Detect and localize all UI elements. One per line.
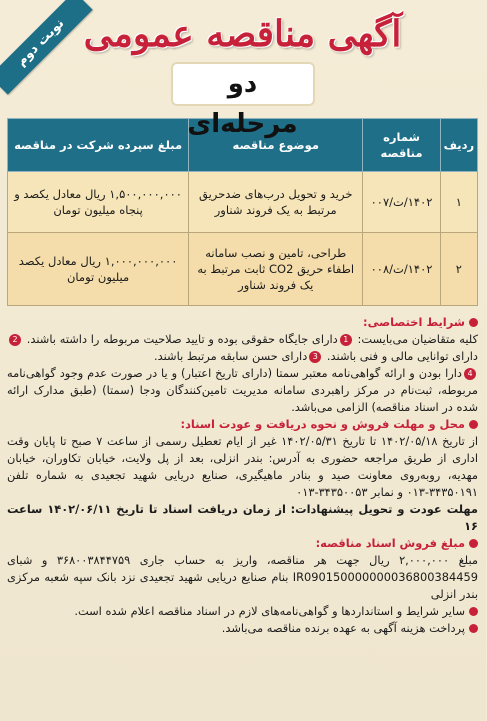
cell-mablagh: ۱,۰۰۰,۰۰۰,۰۰۰ ریال معادل یکصد میلیون تومان: [9, 233, 190, 306]
condition-3: دارای حسن سابقه مرتبط باشند.: [155, 349, 309, 363]
tender-table: [8, 118, 479, 306]
cell-shomare: ۱۴۰۲/ت/۰۰۸: [364, 233, 441, 306]
cell-radif: ۱: [441, 172, 478, 233]
conditions-intro: کلیه متقاضیان می‌بایست:: [358, 332, 479, 346]
cell-mablagh: ۱,۵۰۰,۰۰۰,۰۰۰ ریال معادل یکصد و پنجاه میلیون تومان: [9, 172, 190, 233]
cell-mozu: طراحی، تامین و نصب سامانه اطفاء حریق CO2 ثابت مرتبط به یک فروند شناور: [190, 233, 364, 306]
place-heading: [8, 416, 479, 433]
fee-paragraph: مبلغ ۲,۰۰۰,۰۰۰ ریال جهت هر مناقصه، واریز به حساب جاری ۳۶۸۰۰۳۸۴۴۷۵۹ و شبای IR090150000000036800384459 بنام صنایع دریایی شهید تجعیدی نزد بانک سپه شعبه مرکزی بندر انزلی: [8, 553, 479, 601]
cell-shomare: ۱۴۰۲/ت/۰۰۷: [364, 172, 441, 233]
cell-mozu: خرید و تحویل درب‌های ضدحریق مرتبط به یک فروند شناور: [190, 172, 364, 233]
conditions-title: شرایط اختصاصی:: [364, 315, 466, 329]
cell-radif: ۲: [441, 233, 478, 306]
other-paragraph: [8, 603, 479, 620]
header-mozu: موضوع مناقصه: [190, 119, 364, 172]
place-title: محل و مهلت فروش و نحوه دریافت و عودت اسناد:: [181, 417, 466, 431]
notice-subtitle: دو مرحله‌ای: [174, 64, 314, 104]
notice-title: آگهی مناقصه عمومی: [84, 13, 403, 55]
table-row: [9, 172, 479, 233]
deadline-paragraph: [8, 501, 479, 535]
number-2-icon: 2: [10, 334, 22, 346]
other-text: سایر شرایط و استانداردها و گواهی‌نامه‌های لازم در اسناد مناقصه اعلام شده است.: [75, 604, 466, 618]
place-paragraph: از تاریخ ۱۴۰۲/۰۵/۱۸ تا تاریخ ۱۴۰۲/۰۵/۳۱ غیر از ایام تعطیل رسمی از ساعت ۷ صبح تا پایان وقت اداری از طریق مراجعه حضوری به آدرس: بندر انزلی، بعد از پل ولایت، خیابان تکاوران، خیابان مهدیه، روبه‌روی معاونت صید و بنادر ماهیگیری، صنایع دریایی شهید تجعیدی به شماره تلفن ۳۴۳۵۰۱۹۱-۰۱۳ و نمابر ۳۴۳۵۰۰۵۳-۰۱۳: [8, 434, 479, 499]
conditions-heading: [8, 314, 479, 331]
fee-title: مبلغ فروش اسناد مناقصه:: [316, 536, 466, 550]
condition-4-paragraph: [8, 365, 479, 416]
conditions-paragraph: [8, 331, 479, 365]
table-row: [9, 233, 479, 306]
deadline-label: مهلت عودت و تحویل پیشنهادات:: [291, 502, 479, 516]
number-1-icon: 1: [341, 334, 353, 346]
fee-heading: [8, 535, 479, 552]
condition-1: دارای جایگاه حقوقی بوده و تایید صلاحیت مربوطه را داشته باشند.: [27, 332, 339, 346]
header-shomare: شماره مناقصه: [364, 119, 441, 172]
number-4-icon: 4: [465, 368, 477, 380]
bullet-icon: [470, 420, 479, 429]
condition-4: دارا بودن و ارائه گواهی‌نامه معتبر سمتا (دارای تاریخ اعتبار) و یا در صورت عدم وجود گواهی‌نامه مربوطه، ثبت‌نام در مرکز راهبردی سامانه مدیریت تامین‌کنندگان ودجا (سمتا) (طبق مدارک ارائه شده در اسناد مناقصه) الزامی می‌باشد.: [8, 366, 479, 414]
cost-paragraph: [8, 620, 479, 637]
bullet-icon: [470, 624, 479, 633]
number-3-icon: 3: [310, 351, 322, 363]
bullet-icon: [470, 607, 479, 616]
round-ribbon: نوبت دوم: [0, 0, 94, 95]
bullet-icon: [470, 539, 479, 548]
header-mablagh: مبلغ سپرده شرکت در مناقصه: [9, 119, 190, 172]
deadline-text: از زمان دریافت اسناد تا تاریخ ۱۴۰۲/۰۶/۱۱ ساعت ۱۶: [8, 502, 479, 533]
bullet-icon: [470, 318, 479, 327]
cost-text: پرداخت هزینه آگهی به عهده برنده مناقصه می‌باشد.: [222, 621, 466, 635]
condition-2: دارای توانایی مالی و فنی باشند.: [327, 349, 479, 363]
notice-body: [8, 314, 479, 637]
header-radif: ردیف: [441, 119, 478, 172]
